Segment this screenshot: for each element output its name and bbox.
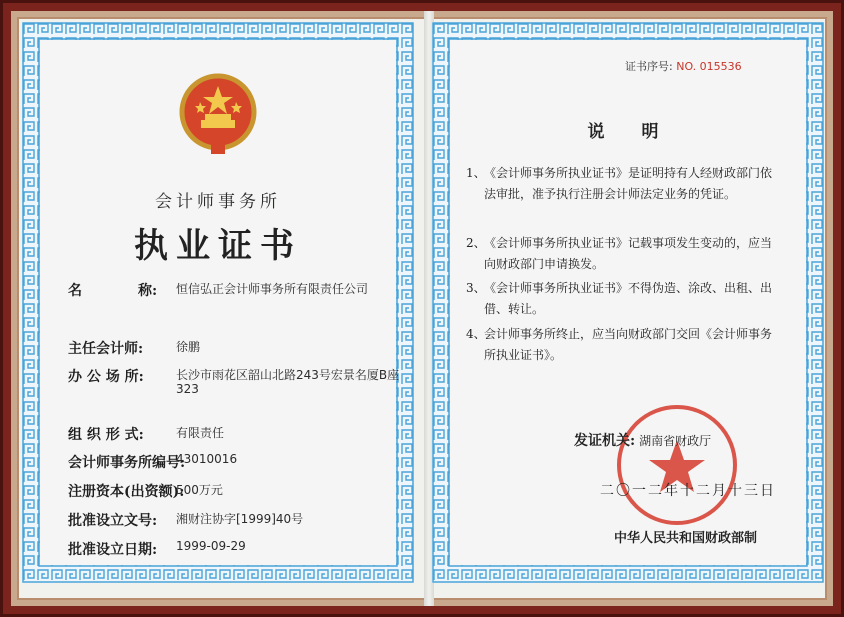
note-text: 《会计师事务所执业证书》是证明持有人经财政部门依法审批，准予执行注册会计师法定业务的凭证。 xyxy=(484,166,773,201)
note-number: 2、 xyxy=(466,236,486,250)
notes-heading: 说 明 xyxy=(587,122,669,142)
left-panel xyxy=(22,22,414,583)
field-approval-date xyxy=(68,539,246,559)
field-capital-label: 注册资本(出资额): xyxy=(68,484,185,500)
field-org-form-label: 组 织 形 式: xyxy=(68,427,144,443)
national-emblem xyxy=(173,70,263,160)
field-office-value-line2: 323 xyxy=(176,382,199,396)
note-item xyxy=(466,163,774,205)
field-approval-doc-value: 湘财注协字[1999]40号 xyxy=(176,512,304,526)
note-text: 《会计师事务所执业证书》记载事项发生变动的，应当向财政部门申请换发。 xyxy=(484,236,773,271)
field-approval-doc xyxy=(68,510,304,530)
certificate-category: 会计师事务所 xyxy=(155,192,281,212)
certificate-title: 执业证书 xyxy=(134,226,302,266)
note-item xyxy=(466,324,774,366)
field-org-form xyxy=(68,424,225,444)
field-approval-doc-label: 批准设立文号: xyxy=(68,513,158,529)
issuer-label: 发证机关: xyxy=(574,433,636,449)
field-name xyxy=(68,280,369,300)
issuing-authority xyxy=(574,430,711,450)
field-chief-accountant-label: 主任会计师: xyxy=(68,341,144,357)
official-seal xyxy=(612,400,742,530)
field-approval-date-label: 批准设立日期: xyxy=(68,542,158,558)
field-office-label: 办 公 场 所: xyxy=(68,369,144,385)
issue-date: 二〇一二年十二月十三日 xyxy=(600,483,776,499)
field-chief-accountant xyxy=(68,338,201,358)
issuer-name: 湖南省财政厅 xyxy=(639,434,712,448)
note-text: 《会计师事务所执业证书》不得伪造、涂改、出租、出借、转让。 xyxy=(484,281,773,316)
serial-value: NO. 015536 xyxy=(676,60,742,73)
field-firm-number-value: 43010016 xyxy=(176,452,238,466)
field-office-value: 长沙市雨花区韶山北路243号宏景名厦B座 xyxy=(176,368,400,382)
field-capital-value: 500万元 xyxy=(176,483,223,497)
field-chief-accountant-value: 徐鹏 xyxy=(176,340,201,354)
field-capital xyxy=(68,481,223,501)
serial-label: 证书序号: xyxy=(625,60,673,73)
field-org-form-value: 有限责任 xyxy=(176,426,225,440)
field-firm-number-label: 会计师事务所编号: xyxy=(68,455,186,471)
note-text: 会计师事务所终止，应当向财政部门交回《会计师事务所执业证书》。 xyxy=(484,327,773,362)
note-number: 3、 xyxy=(466,281,486,295)
note-number: 1、 xyxy=(466,166,486,180)
note-number: 4、 xyxy=(466,327,486,341)
note-item xyxy=(466,233,774,275)
field-name-value: 恒信弘正会计师事务所有限责任公司 xyxy=(176,282,369,296)
field-office xyxy=(68,366,400,396)
ministry-imprint: 中华人民共和国财政部制 xyxy=(614,531,758,546)
note-item xyxy=(466,278,774,320)
field-approval-date-value: 1999-09-29 xyxy=(176,539,246,553)
serial-number xyxy=(625,58,742,74)
right-panel xyxy=(432,22,824,583)
field-firm-number xyxy=(68,452,238,472)
field-name-label: 名 称: xyxy=(68,283,158,299)
